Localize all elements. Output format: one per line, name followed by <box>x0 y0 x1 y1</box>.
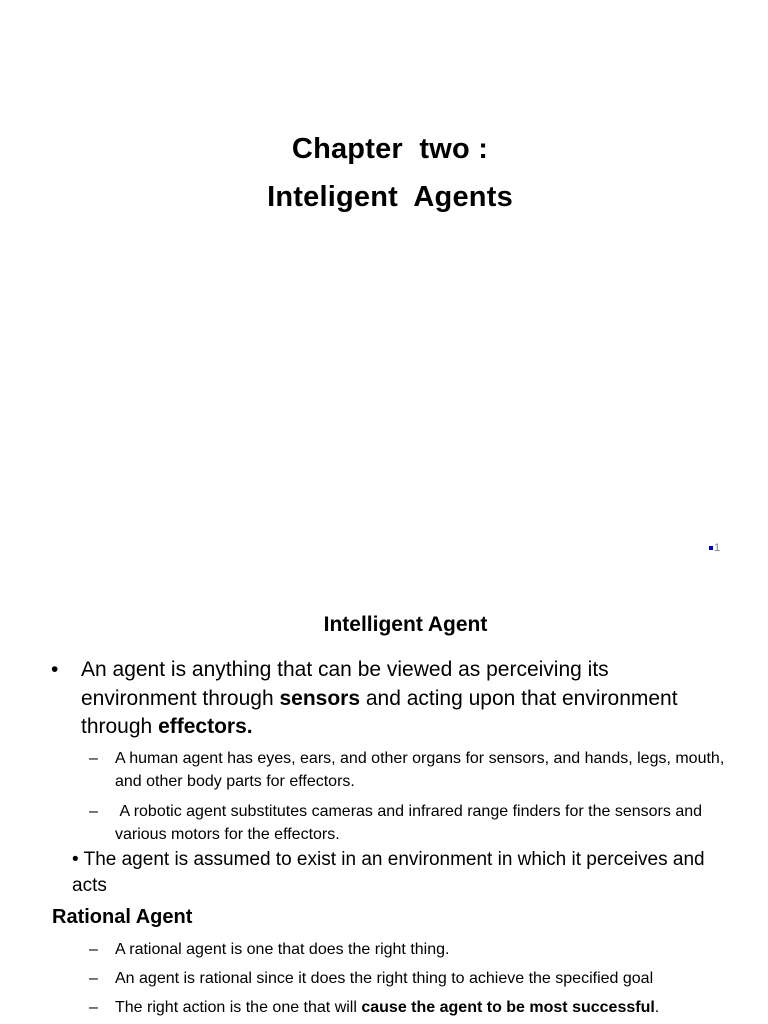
bullet-item-environment <box>72 847 722 899</box>
sub-item-text: A rational agent is one that does the right thing. <box>115 941 450 958</box>
sub-item-text: The right action is the one that will <box>115 999 362 1016</box>
bullet-item-agent-definition <box>51 656 721 742</box>
dash-icon: – <box>89 803 98 820</box>
sub-item-text: . <box>654 999 660 1016</box>
bullet-bold-term: effectors. <box>158 715 253 738</box>
bullet-bold-term: sensors <box>279 686 361 710</box>
slide-heading: Intelligent Agent <box>323 613 488 636</box>
bullet-icon: • <box>72 849 79 870</box>
sub-item-bold-term: cause the agent to be most successful <box>361 999 655 1016</box>
chapter-subtitle: Inteligent Agents <box>267 181 513 213</box>
content-slide <box>0 576 768 1024</box>
sub-item-text: A human agent has eyes, ears, and other organs for sensors, and hands, legs, mouth, and other body parts for effectors. <box>115 750 725 790</box>
slide-number-square-icon <box>709 546 713 550</box>
bullet-text: The agent is assumed to exist in an environment in which it perceives and acts <box>72 849 705 896</box>
sub-item-rational-goal <box>89 967 730 990</box>
chapter-title: Chapter two : <box>291 133 489 165</box>
section-heading-rational-agent: Rational Agent <box>52 906 193 928</box>
sub-item-text: An agent is rational since it does the right thing to achieve the specified goal <box>115 970 654 987</box>
sub-item-right-action <box>89 996 730 1019</box>
slide-number <box>709 542 720 554</box>
bullet-text: and acting upon that environment through <box>81 686 678 738</box>
sub-item-human-agent <box>89 747 730 793</box>
bullet-text: An agent is anything that can be viewed as perceiving its environment through <box>81 658 609 710</box>
sub-item-text: A robotic agent substitutes cameras and infrared range finders for the sensors and various motors for the effectors. <box>115 803 707 843</box>
dash-icon: – <box>89 941 98 958</box>
bullet-icon: • <box>51 658 59 681</box>
sub-item-rational-definition <box>89 938 730 961</box>
dash-icon: – <box>89 999 98 1016</box>
dash-icon: – <box>89 750 98 767</box>
slide-number-text: 1 <box>714 542 721 554</box>
dash-icon: – <box>89 970 98 987</box>
sub-item-robotic-agent <box>89 800 730 846</box>
